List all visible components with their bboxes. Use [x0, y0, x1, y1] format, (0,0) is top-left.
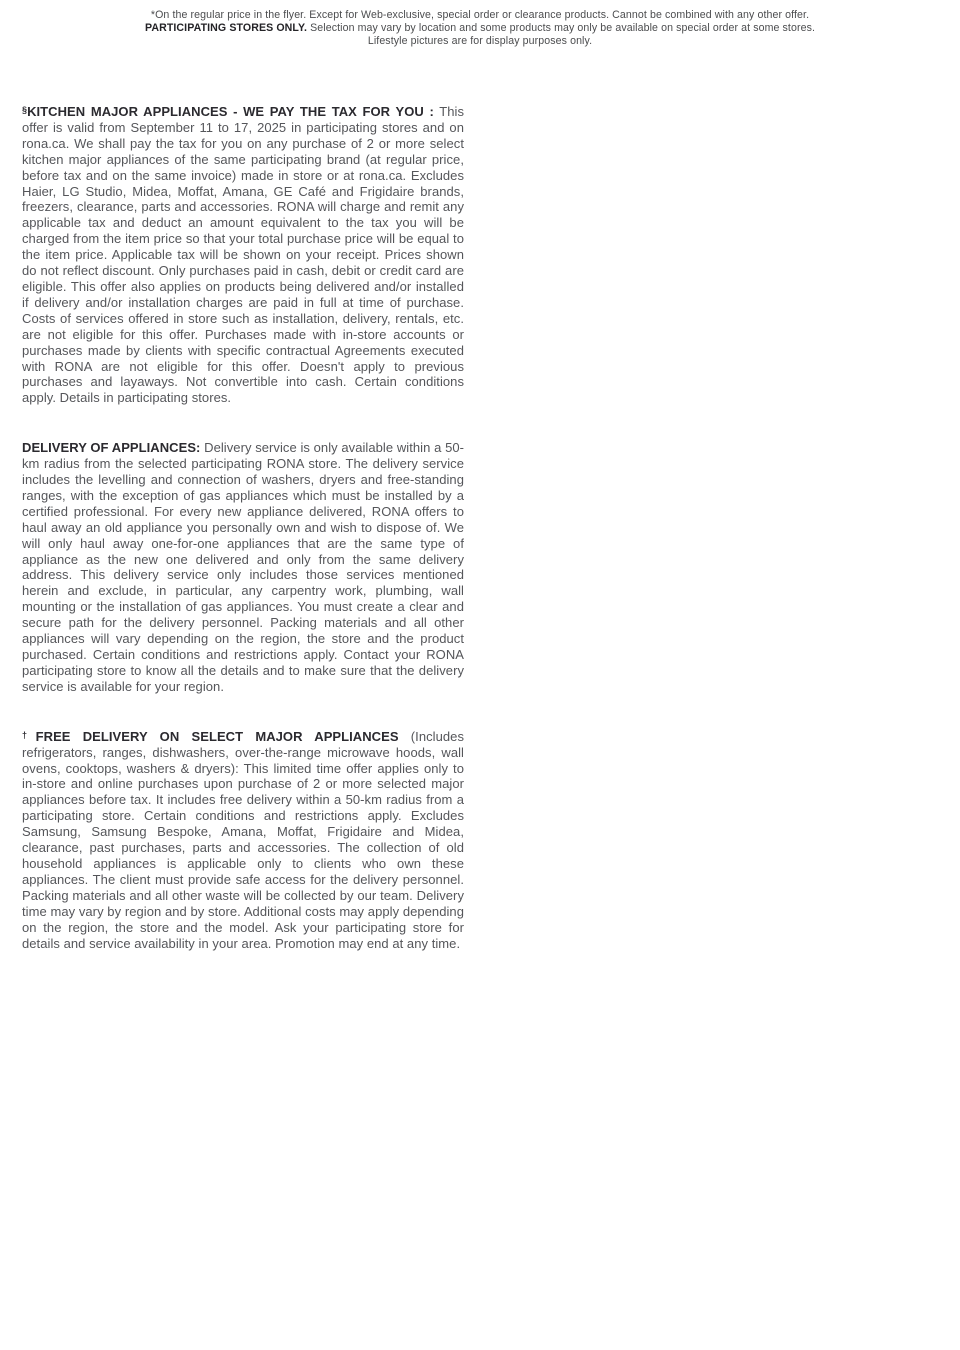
- legal-section-free-delivery: [22, 729, 464, 952]
- disclaimer-line-lifestyle-pictures: Lifestyle pictures are for display purposes only.: [367, 35, 593, 47]
- participating-stores-note: Selection may vary by location and some products may only be available on special order at some stores.: [307, 22, 816, 34]
- delivery-of-appliances-heading: DELIVERY OF APPLIANCES:: [22, 440, 201, 456]
- legal-section-delivery-of-appliances: [22, 440, 464, 695]
- legal-terms-column: [22, 104, 464, 985]
- flyer-fine-print-header: [0, 9, 960, 48]
- disclaimer-line-participating-stores: [0, 22, 960, 35]
- free-delivery-body: (Includes refrigerators, ranges, dishwashers, over-the-range microwave hoods, wall ovens, cooktops, washers & dryers): This limited time offer applies only to in-store and online purchases upon purchase of 2 or more selected major appliances before tax. It includes free delivery within a 50-km radius from a participating store. Certain conditions and restrictions apply. Excludes Samsung, Samsung Bespoke, Amana, Moffat, Frigidaire and Midea, clearance, past purchases, parts and accessories. The collection of old household appliances is applicable only to clients who own these appliances. The client must provide safe access for the delivery personnel. Packing materials and all other waste will be collected by our team. Delivery time may vary by region and by store. Additional costs may apply depending on the region, the store and the model. Ask your participating store for details and service availability in your area. Promotion may end at any time.: [22, 728, 464, 951]
- legal-section-kitchen-tax-offer: [22, 104, 464, 406]
- footnote-dagger-sign: †: [22, 729, 36, 740]
- free-delivery-heading: FREE DELIVERY ON SELECT MAJOR APPLIANCES: [35, 728, 399, 744]
- delivery-of-appliances-body: Delivery service is only available within a 50-km radius from the selected participating RONA store. The delivery service includes the levelling and connection of washers, dryers and free-standing ranges, with the exception of gas appliances which must be installed by a certified professional. For every new appliance delivered, RONA offers to haul away an old appliance you personally own and wish to dispose of. We will only haul away one-for-one appliances that are the same type of appliance as the new one delivered and only from the same delivery address. This delivery service only includes those services mentioned herein and exclude, in particular, any carpentry work, plumbing, wall mounting or the installation of gas appliances. You must create a clear and secure path for the delivery personnel. Packing materials and all other appliances will vary depending on the region, the store and the product purchased. Certain conditions and restrictions apply. Contact your RONA participating store to know all the details and to make sure that the delivery service is available for your region.: [22, 440, 465, 694]
- kitchen-tax-offer-body: This offer is valid from September 11 to 17, 2025 in participating stores and on rona.ca. We shall pay the tax for you on any purchase of 2 or more select kitchen major appliances of the same participating brand (at regular price, before tax and on the same invoice) made in store or at rona.ca. Excludes Haier, LG Studio, Midea, Moffat, Amana, GE Café and Frigidaire brands, freezers, clearance, parts and accessories. RONA will charge and remit any applicable tax and deduct an amount equivalent to the tax you will be charged from the item price so that your total purchase price will be equal to the item price. Applicable tax will be shown on your receipt. Prices shown do not reflect discount. Only purchases paid in cash, debit or credit card are eligible. This offer also applies on products being delivered and/or installed if delivery and/or installation charges are paid in full at time of purchase. Costs of services offered in store such as installation, delivery, rentals, etc. are not eligible for this offer. Purchases made with in-store accounts or purchases made by clients with specific contractual Agreements executed with RONA are not eligible for this offer. Doesn't apply to previous purchases and layaways. Not convertible into cash. Certain conditions apply. Details in participating stores.: [22, 104, 465, 406]
- kitchen-tax-offer-heading: KITCHEN MAJOR APPLIANCES - WE PAY THE TAX FOR YOU :: [27, 104, 434, 119]
- participating-stores-only-label: PARTICIPATING STORES ONLY.: [144, 22, 308, 34]
- footnote-section-sign: §: [22, 105, 28, 115]
- disclaimer-line-regular-price: *On the regular price in the flyer. Except for Web-exclusive, special order or clearance products. Cannot be combined with any other offer.: [150, 9, 810, 21]
